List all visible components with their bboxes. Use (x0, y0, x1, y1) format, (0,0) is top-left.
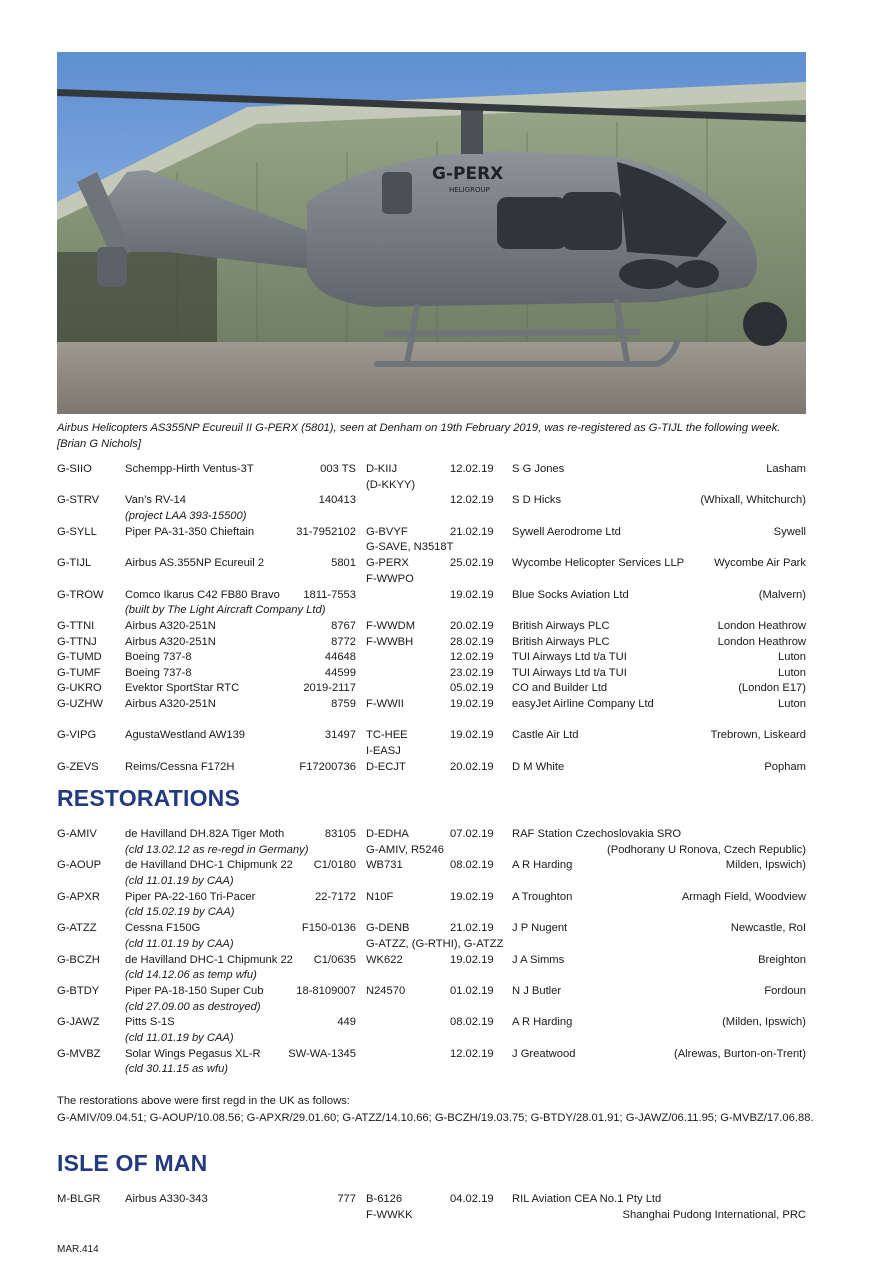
table-row (57, 1192, 806, 1223)
base-location: (Malvern) (758, 588, 806, 601)
aircraft-registration-marking: G-PERX (432, 164, 504, 184)
previous-identity-extra: F-WWKK (366, 1208, 413, 1221)
aircraft-type: Schempp-Hirth Ventus-3T (125, 463, 254, 475)
registration-date: 25.02.19 (450, 557, 494, 570)
aircraft-type: Pitts S-1S (125, 1016, 175, 1029)
base-location: Luton (778, 651, 806, 664)
registration-mark: G-UKRO (57, 682, 102, 695)
registration-mark: G-BTDY (57, 984, 100, 997)
constructor-number: C1/0180 (313, 859, 356, 872)
aircraft-note: (cld 27.09.00 as destroyed) (125, 1000, 261, 1013)
aircraft-note: (cld 14.12.06 as temp wfu) (125, 969, 257, 982)
registration-mark: G-MVBZ (57, 1047, 101, 1060)
table-row (57, 890, 806, 921)
base-location: (Alrewas, Burton-on-Trent) (673, 1047, 806, 1060)
table-row (57, 462, 806, 493)
registration-mark: G-TUMD (57, 651, 102, 664)
constructor-number: 83105 (324, 828, 356, 840)
restorations-table (57, 827, 806, 1078)
base-location: Popham (764, 760, 806, 773)
registration-mark: G-ZEVS (57, 760, 99, 773)
previous-identity: G-DENB (366, 922, 410, 935)
previous-identity: D-EDHA (366, 828, 409, 840)
constructor-number: C1/0635 (313, 953, 356, 966)
base-location: Wycombe Air Park (714, 557, 806, 570)
registration-date: 19.02.19 (450, 953, 494, 966)
registration-date: 28.02.19 (450, 635, 494, 648)
constructor-number: 31497 (324, 729, 356, 742)
constructor-number: 449 (337, 1016, 356, 1029)
owner-name: A Troughton (512, 890, 573, 903)
previous-identity-extra: F-WWPO (366, 572, 414, 585)
owner-name: easyJet Airline Company Ltd (512, 697, 654, 710)
constructor-number: 8767 (331, 619, 356, 632)
registration-mark: G-UZHW (57, 697, 103, 710)
restorations-note-dates: G-AMIV/09.04.51; G-AOUP/10.08.56; G-APXR/29.01.60; G-ATZZ/14.10.66; G-BCZH/19.03.75; G-BTDY/28.01.91; G-JAWZ/06.11.95; G-MVBZ/17.06.88. (57, 1112, 814, 1124)
previous-identity: TC-HEE (366, 729, 408, 742)
owner-name: N J Butler (512, 984, 562, 997)
aircraft-note: (cld 11.01.19 by CAA) (125, 874, 234, 887)
aircraft-type: Airbus A320-251N (125, 619, 216, 632)
owner-name: TUI Airways Ltd t/a TUI (512, 666, 627, 679)
aircraft-photo (57, 52, 806, 414)
registration-mark: G-TROW (57, 588, 104, 601)
previous-identity: F-WWBH (366, 635, 414, 648)
constructor-number: 8772 (331, 635, 356, 648)
registration-mark: G-TIJL (57, 557, 92, 570)
base-location: Newcastle, RoI (730, 922, 806, 935)
aircraft-note: (cld 11.01.19 by CAA) (125, 937, 234, 950)
registration-mark: G-STRV (57, 494, 100, 507)
owner-name: A R Harding (512, 1016, 573, 1029)
registration-date: 12.02.19 (450, 463, 494, 475)
photo-caption: Airbus Helicopters AS355NP Ecureuil II G-PERX (5801), seen at Denham on 19th February 2019, was re-registered as G-TIJL the following week. [Brian G Nichols] (57, 422, 781, 450)
constructor-number: F17200736 (299, 760, 356, 773)
registration-mark: G-SIIO (57, 463, 92, 475)
aircraft-type: de Havilland DHC-1 Chipmunk 22 (125, 953, 293, 966)
registration-date: 12.02.19 (450, 651, 494, 664)
registration-mark: G-BCZH (57, 953, 100, 966)
owner-name: Blue Socks Aviation Ltd (512, 588, 629, 601)
registration-date: 19.02.19 (450, 729, 494, 742)
table-row (57, 588, 806, 619)
constructor-number: 777 (337, 1193, 356, 1205)
aircraft-type: Evektor SportStar RTC (125, 682, 240, 695)
constructor-number: 140413 (318, 494, 356, 507)
previous-identity: D-KIIJ (366, 463, 398, 475)
table-row (57, 984, 806, 1015)
base-location: London Heathrow (717, 635, 806, 648)
constructor-number: F150-0136 (301, 922, 356, 935)
previous-identity: WB731 (366, 859, 403, 872)
owner-name: CO and Builder Ltd (512, 682, 608, 695)
previous-identity: N24570 (366, 984, 406, 997)
table-row (57, 525, 806, 556)
owner-name: A R Harding (512, 859, 573, 872)
registration-date: 21.02.19 (450, 922, 494, 935)
registration-date: 19.02.19 (450, 588, 494, 601)
previous-identity-extra: I-EASJ (366, 744, 401, 757)
registration-mark: G-ATZZ (57, 922, 97, 935)
registration-date: 07.02.19 (450, 828, 494, 840)
aircraft-type: de Havilland DHC-1 Chipmunk 22 (125, 859, 293, 872)
aircraft-type: Airbus A320-251N (125, 635, 216, 648)
registration-date: 19.02.19 (450, 890, 494, 903)
registration-date: 20.02.19 (450, 760, 494, 773)
table-row (57, 697, 806, 728)
owner-name: Sywell Aerodrome Ltd (512, 525, 621, 538)
previous-identity-extra: G-AMIV, R5246 (366, 843, 444, 856)
constructor-number: 1811-7553 (303, 588, 356, 601)
base-location: (London E17) (738, 682, 806, 695)
previous-identity: G-PERX (366, 557, 409, 570)
base-location: Luton (778, 666, 806, 679)
aircraft-type: Van’s RV-14 (125, 494, 186, 507)
aircraft-note: (cld 13.02.12 as re-regd in Germany) (125, 843, 309, 856)
previous-identity: WK622 (366, 953, 403, 966)
registration-date: 04.02.19 (450, 1193, 494, 1205)
previous-identity-extra: G-SAVE, N3518T (366, 541, 454, 554)
registration-date: 23.02.19 (450, 666, 494, 679)
base-location: (Whixall, Whitchurch) (700, 494, 806, 507)
registration-date: 12.02.19 (450, 1047, 494, 1060)
registration-date: 05.02.19 (450, 682, 494, 695)
aircraft-note: (cld 15.02.19 by CAA) (125, 906, 235, 919)
registration-mark: G-AMIV (57, 828, 97, 840)
aircraft-type: AgustaWestland AW139 (125, 729, 246, 742)
aircraft-note: (cld 11.01.19 by CAA) (125, 1031, 234, 1044)
base-location: Trebrown, Liskeard (710, 729, 806, 742)
registration-mark: G-AOUP (57, 859, 102, 872)
isle-of-man-table (57, 1192, 806, 1223)
table-row (57, 921, 806, 952)
constructor-number: 2019-2117 (303, 682, 356, 695)
owner-name: J Greatwood (512, 1047, 576, 1060)
table-row (57, 681, 806, 697)
previous-identity: N10F (366, 890, 394, 903)
aircraft-type: Airbus AS.355NP Ecureuil 2 (125, 557, 265, 570)
registration-mark: G-TTNI (57, 619, 95, 632)
owner-name: J P Nugent (512, 922, 568, 935)
base-location: Shanghai Pudong International, PRC (622, 1208, 806, 1221)
registration-date: 19.02.19 (450, 697, 494, 710)
aircraft-type: de Havilland DH.82A Tiger Moth (125, 828, 285, 840)
table-row (57, 556, 806, 587)
registration-date: 20.02.19 (450, 619, 494, 632)
aircraft-type: Comco Ikarus C42 FB80 Bravo (125, 588, 280, 601)
table-row (57, 728, 806, 759)
table-row (57, 1015, 806, 1046)
restorations-note (57, 1093, 817, 1127)
table-row (57, 953, 806, 984)
registration-mark: G-SYLL (57, 525, 97, 538)
aircraft-type: Boeing 737-8 (125, 666, 192, 679)
base-location: Milden, Ipswich) (725, 859, 806, 872)
base-location: Lasham (766, 463, 806, 475)
constructor-number: 18-8109007 (296, 984, 356, 997)
previous-identity: D-ECJT (366, 760, 406, 773)
restorations-note-intro: The restorations above were first regd in the UK as follows: (57, 1095, 350, 1107)
base-location: Luton (778, 697, 806, 710)
base-location: (Milden, Ipswich) (722, 1016, 806, 1029)
aircraft-type: Piper PA-31-350 Chieftain (125, 525, 255, 538)
registration-mark: M-BLGR (57, 1193, 101, 1205)
table-row (57, 493, 806, 524)
registration-mark: G-APXR (57, 890, 100, 903)
previous-identity-extra: (D-KKYY) (366, 478, 416, 491)
table-row (57, 666, 806, 682)
registration-date: 21.02.19 (450, 525, 494, 538)
owner-name: Wycombe Helicopter Services LLP (512, 557, 685, 570)
owner-name: British Airways PLC (512, 619, 610, 632)
owner-name: S G Jones (512, 463, 565, 475)
owner-name: S D Hicks (512, 494, 562, 507)
owner-name: D M White (512, 760, 565, 773)
registrations-table (57, 462, 806, 791)
aircraft-note: (project LAA 393-15500) (125, 509, 247, 522)
aircraft-type: Cessna F150G (125, 922, 201, 935)
isle-of-man-heading: ISLE OF MAN (57, 1150, 208, 1176)
aircraft-note: (cld 30.11.15 as wfu) (125, 1063, 229, 1076)
table-row (57, 858, 806, 889)
owner-name: Castle Air Ltd (512, 729, 579, 742)
registration-mark: G-TTNJ (57, 635, 97, 648)
owner-name: RAF Station Czechoslovakia SRO (512, 828, 682, 840)
aircraft-note: (built by The Light Aircraft Company Ltd) (125, 604, 326, 617)
owner-name: RIL Aviation CEA No.1 Pty Ltd (512, 1193, 662, 1205)
page-folio: MAR.414 (57, 1244, 99, 1255)
constructor-number: 003 TS (320, 463, 356, 475)
registration-date: 08.02.19 (450, 859, 494, 872)
constructor-number: SW-WA-1345 (288, 1047, 356, 1060)
previous-identity: F-WWII (366, 697, 404, 710)
owner-name: British Airways PLC (512, 635, 610, 648)
base-location: Sywell (773, 525, 806, 538)
registration-date: 08.02.19 (450, 1016, 494, 1029)
registration-mark: G-VIPG (57, 729, 97, 742)
constructor-number: 44648 (324, 651, 356, 664)
base-location: Armagh Field, Woodview (681, 890, 806, 903)
table-row (57, 619, 806, 635)
previous-identity-extra: G-ATZZ, (G-RTHI), G-ATZZ (366, 937, 504, 950)
owner-name: J A Simms (512, 953, 565, 966)
constructor-number: 5801 (331, 557, 356, 570)
table-row (57, 650, 806, 666)
aircraft-type: Airbus A320-251N (125, 697, 216, 710)
registration-date: 12.02.19 (450, 494, 494, 507)
constructor-number: 44599 (324, 666, 356, 679)
base-location: London Heathrow (717, 619, 806, 632)
previous-identity: G-BVYF (366, 525, 408, 538)
base-location: (Podhorany U Ronova, Czech Republic) (607, 843, 806, 856)
previous-identity: F-WWDM (366, 619, 416, 632)
operator-marking: HELIGROUP (449, 186, 490, 194)
constructor-number: 31-7952102 (296, 525, 356, 538)
base-location: Breighton (758, 953, 806, 966)
previous-identity: B-6126 (366, 1193, 403, 1205)
aircraft-type: Boeing 737-8 (125, 651, 192, 664)
aircraft-type: Reims/Cessna F172H (125, 760, 235, 773)
registration-date: 01.02.19 (450, 984, 494, 997)
restorations-heading: RESTORATIONS (57, 785, 241, 811)
aircraft-type: Airbus A330-343 (125, 1193, 208, 1205)
owner-name: TUI Airways Ltd t/a TUI (512, 651, 627, 664)
aircraft-type: Piper PA-18-150 Super Cub (125, 984, 264, 997)
constructor-number: 8759 (331, 697, 356, 710)
aircraft-type: Solar Wings Pegasus XL-R (125, 1047, 261, 1060)
registration-mark: G-TUMF (57, 666, 101, 679)
constructor-number: 22-7172 (314, 890, 356, 903)
base-location: Fordoun (764, 984, 806, 997)
table-row (57, 827, 806, 858)
aircraft-type: Piper PA-22-160 Tri-Pacer (125, 890, 256, 903)
registration-mark: G-JAWZ (57, 1016, 100, 1029)
table-row (57, 1047, 806, 1078)
table-row (57, 635, 806, 651)
